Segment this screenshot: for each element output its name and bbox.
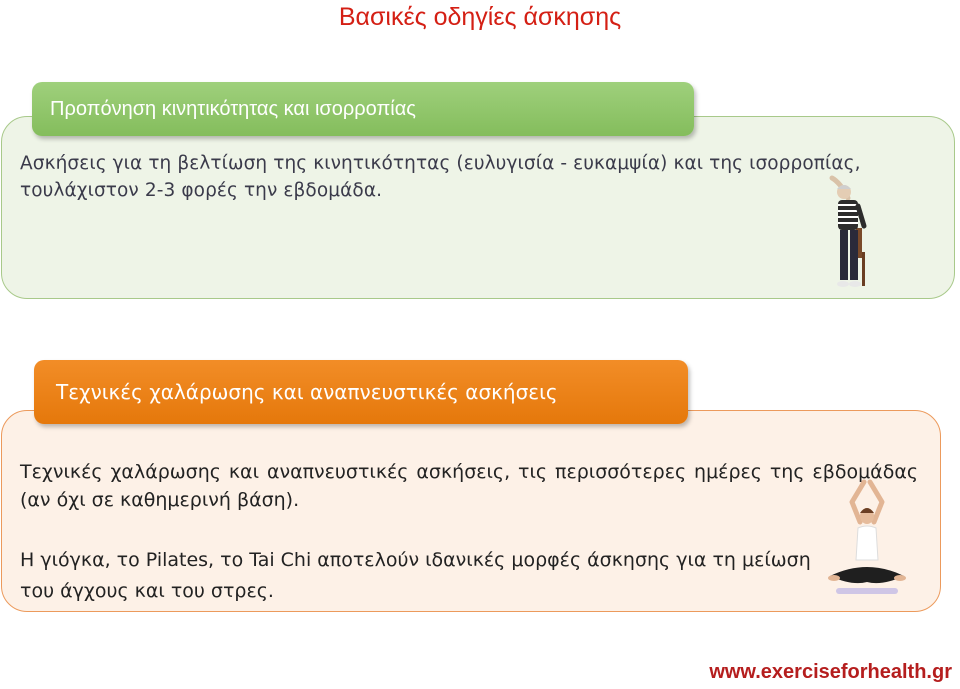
mobility-heading: Προπόνηση κινητικότητας και ισορροπίας	[32, 82, 694, 136]
website-link[interactable]: www.exerciseforhealth.gr	[709, 661, 952, 683]
mobility-panel	[1, 116, 955, 299]
mobility-body: Ασκήσεις για τη βελτίωση της κινητικότητας (ευλυγισία - ευκαμψία) και της ισορροπίας, τουλάχιστον 2-3 φορές την εβδομάδα.	[20, 153, 861, 201]
page-title: Βασικές οδηγίες άσκησης	[338, 3, 622, 31]
elderly-woman-stretching-icon	[822, 170, 882, 294]
relaxation-heading: Τεχνικές χαλάρωσης και αναπνευστικές ασκήσεις	[34, 360, 688, 424]
relaxation-body-2: Η γιόγκα, το Pilates, το Tai Chi αποτελούν ιδανικές μορφές άσκησης για τη μείωση του άγχους και του στρες.	[20, 549, 811, 602]
yoga-woman-lotus-pose-icon	[822, 478, 912, 600]
relaxation-body-1: Τεχνικές χαλάρωσης και αναπνευστικές ασκήσεις, τις περισσότερες ημέρες της εβδομάδας (αν όχι σε καθημερινή βάση).	[20, 461, 918, 511]
